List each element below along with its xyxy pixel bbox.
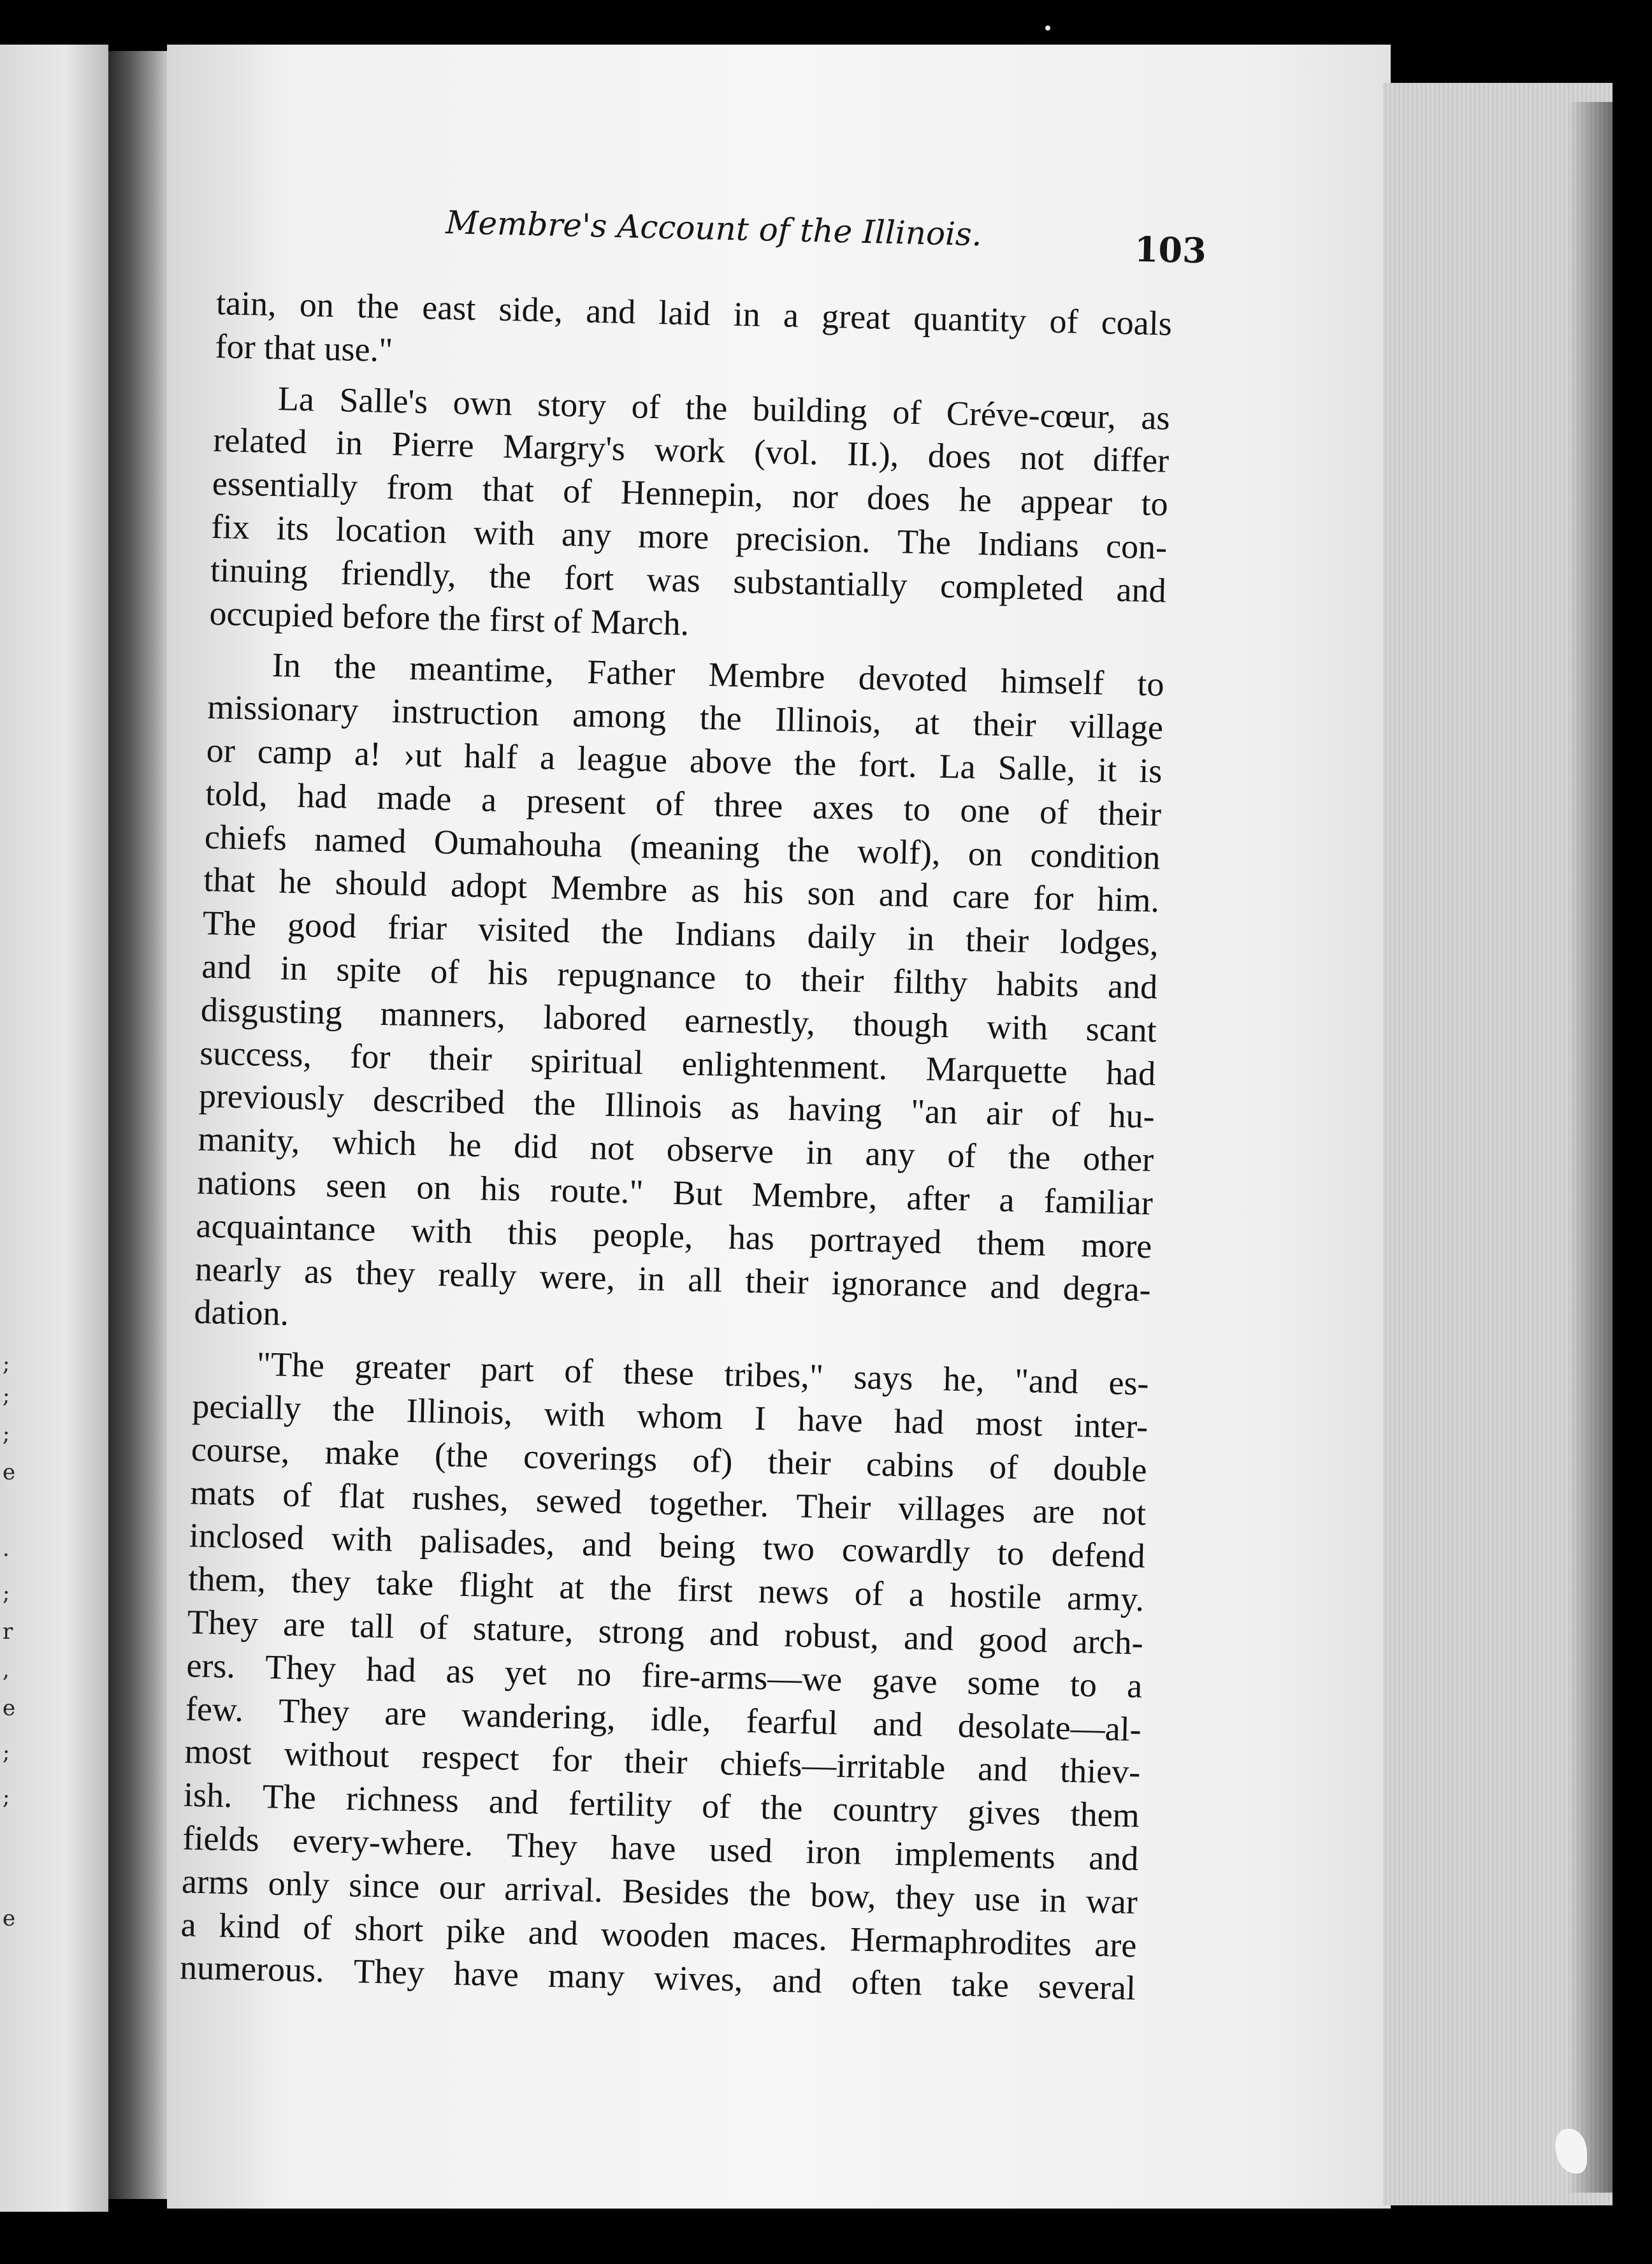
- text-line: inclosed with palisades, and being two cowardly to defend: [189, 1516, 1146, 1576]
- text-line: mats of flat rushes, sewed together. Their villages are not: [189, 1473, 1147, 1532]
- text-line: In the meantime, Father Membre devoted himself to: [272, 646, 1165, 704]
- text-line: them, they take flight at the first news of a hostile army.: [187, 1559, 1145, 1619]
- margin-mark: ;: [3, 1383, 10, 1409]
- margin-mark: e: [3, 1695, 16, 1721]
- page-number: 103: [1134, 228, 1207, 272]
- text-line: ish. The richness and fertility of the country gives them: [183, 1775, 1140, 1835]
- text-line: dation.: [194, 1293, 289, 1333]
- margin-mark: ;: [3, 1421, 10, 1447]
- margin-mark: e: [3, 1906, 16, 1931]
- text-line: a kind of short pike and wooden maces. Hermaphrodites are: [180, 1905, 1138, 1964]
- margin-mark: ;: [3, 1740, 10, 1766]
- text-line: most without respect for their chiefs—irritable and thiev-: [184, 1732, 1141, 1792]
- running-head: Membre's Account of the Illinois.: [445, 204, 983, 254]
- film-speck: [1045, 25, 1050, 31]
- left-page-sliver: [0, 45, 108, 2212]
- text-line: pecially the Illinois, with whom I have had most inter-: [191, 1386, 1148, 1446]
- text-line: numerous. They have many wives, and often take several: [179, 1948, 1136, 2008]
- text-line: tain, on the east side, and laid in a great quantity of coals: [215, 283, 1173, 343]
- text-line: essentially from that of Hennepin, nor does he appear to: [212, 464, 1169, 523]
- text-line: few. They are wandering, idle, fearful and desolate—al-: [185, 1689, 1142, 1748]
- text-line: fix its location with any more precision. The Indians con-: [210, 507, 1168, 567]
- text-line: previously described the Illinois as having "an air of hu-: [198, 1077, 1156, 1136]
- margin-mark: r: [3, 1619, 13, 1644]
- text-line: nations seen on his route." But Membre, after a familiar: [196, 1163, 1154, 1223]
- margin-mark: ;: [3, 1351, 10, 1377]
- text-line: disgusting manners, labored earnestly, though with scant: [200, 990, 1157, 1050]
- text-line: "The greater part of these tribes," says he, "and es-: [256, 1344, 1150, 1403]
- text-line: related in Pierre Margry's work (vol. II.), does not differ: [212, 421, 1170, 481]
- margin-mark: e: [3, 1460, 16, 1485]
- text-line: acquaintance with this people, has portrayed them more: [195, 1206, 1152, 1266]
- text-line: told, had made a present of three axes to one of their: [205, 774, 1162, 834]
- text-line: ers. They had as yet no fire-arms—we gave some to a: [185, 1646, 1143, 1705]
- text-line: tinuing friendly, the fort was substantially completed and: [210, 550, 1167, 610]
- text-line: La Salle's own story of the building of Créve-cœur, as: [277, 379, 1171, 437]
- text-line: course, make (the coverings of) their cabins of double: [191, 1430, 1148, 1490]
- margin-mark: ,: [3, 1657, 10, 1683]
- text-line: arms only since our arrival. Besides the bow, they use in war: [181, 1862, 1138, 1921]
- text-line: for that use.": [215, 326, 393, 369]
- page-edges-shadow: [1568, 102, 1619, 2193]
- text-line: success, for their spiritual enlightenment. Marquette had: [199, 1033, 1156, 1093]
- text-line: and in spite of his repugnance to their filthy habits and: [201, 947, 1158, 1006]
- text-line: that he should adopt Membre as his son and care for him.: [203, 860, 1160, 920]
- text-line: missionary instruction among the Illinois, at their village: [207, 688, 1164, 747]
- left-page-margin-marks: [0, 45, 25, 2212]
- book-gutter: [108, 51, 169, 2199]
- text-line: They are tall of stature, strong and robust, and good arch-: [187, 1602, 1144, 1662]
- margin-mark: ·: [3, 1542, 10, 1568]
- text-line: occupied before the first of March.: [208, 593, 690, 642]
- text-line: or camp a! ›ut half a league above the fort. La Salle, it is: [206, 730, 1163, 790]
- margin-mark: ;: [3, 1581, 10, 1606]
- text-line: chiefs named Oumahouha (meaning the wolf), on condition: [204, 817, 1161, 877]
- film-speck: [1307, 61, 1314, 67]
- text-line: fields every-where. They have used iron implements and: [182, 1818, 1139, 1878]
- text-line: The good friar visited the Indians daily in their lodges,: [202, 903, 1159, 963]
- text-line: manity, which he did not observe in any of the other: [197, 1119, 1154, 1179]
- text-line: nearly as they really were, in all their ignorance and degra-: [194, 1249, 1152, 1309]
- margin-mark: ;: [3, 1785, 10, 1810]
